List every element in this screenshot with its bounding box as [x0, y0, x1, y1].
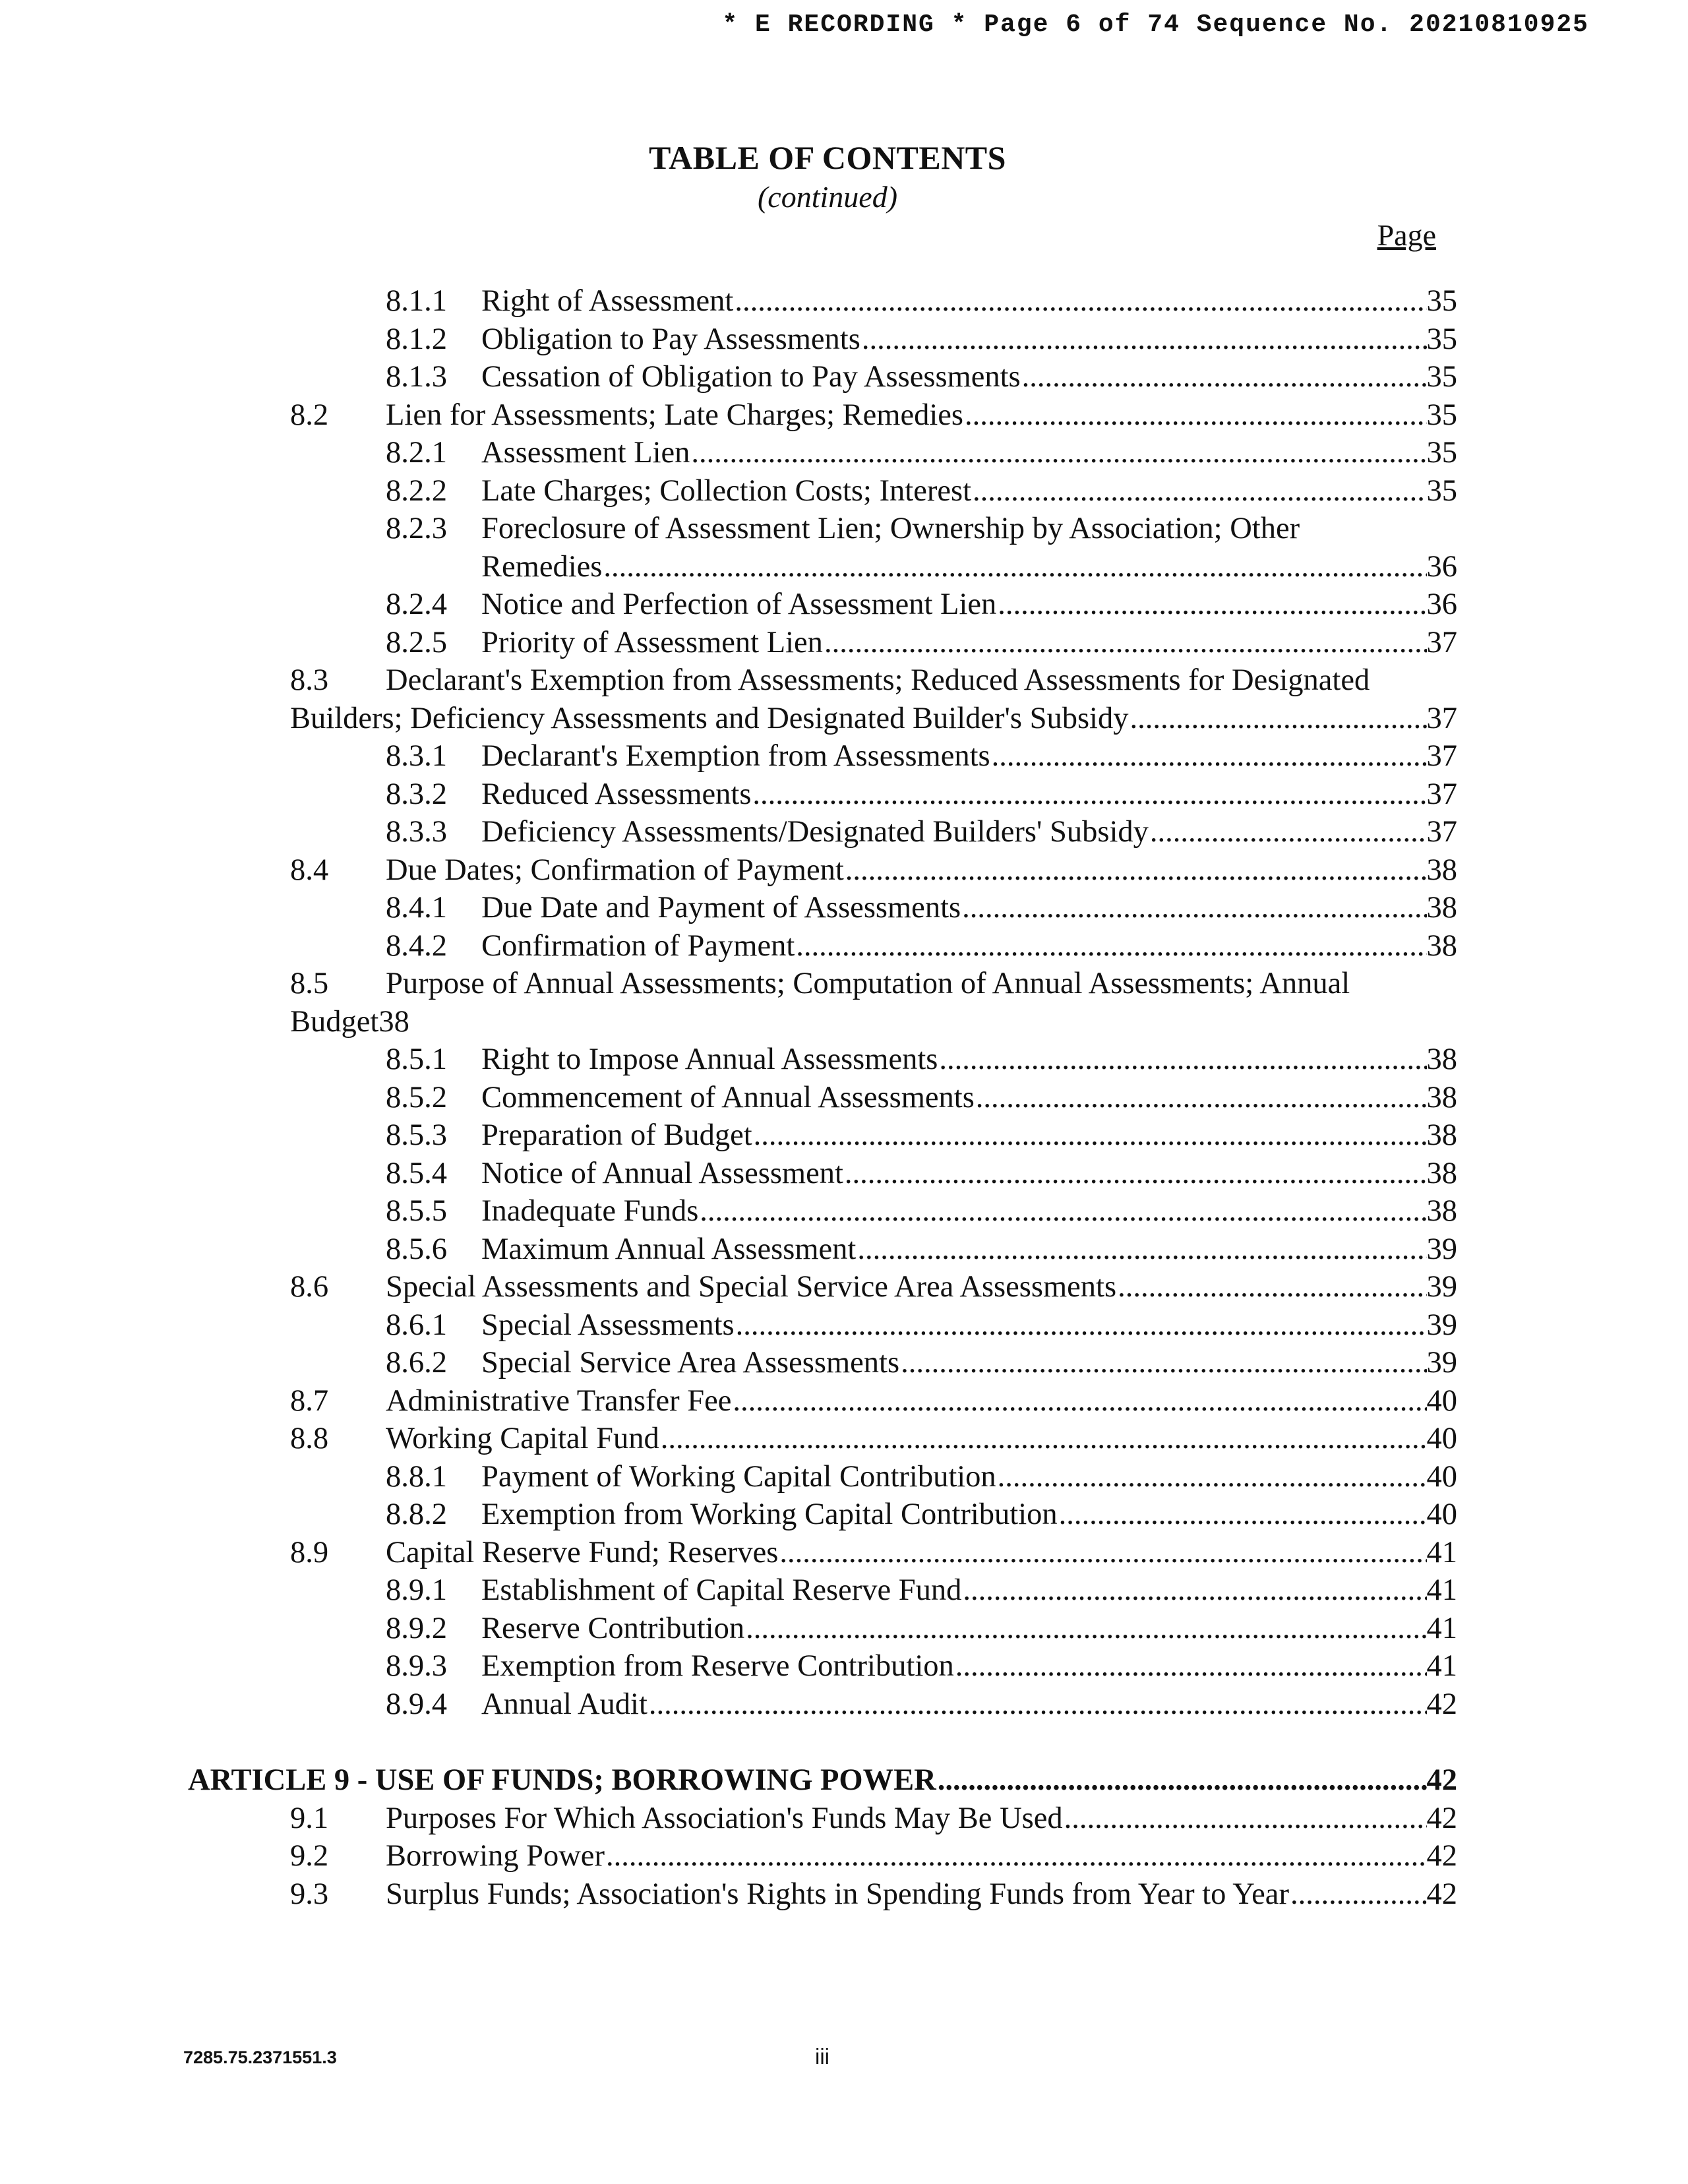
toc-entry-8-9-2: [290, 1610, 1457, 1648]
toc-entry-page: 41: [1426, 1573, 1457, 1607]
toc-entry-number: 8.7: [290, 1383, 329, 1418]
toc-entry-8-5-1: [290, 1041, 1457, 1079]
toc-entry-title: Right to Impose Annual Assessments: [481, 1043, 938, 1076]
toc-entry-title: Payment of Working Capital Contribution: [481, 1459, 996, 1494]
toc-entry-number: 8.3.2: [386, 777, 447, 811]
toc-entry-8-1-1: [290, 282, 1457, 320]
toc-entry-page: 39: [1426, 1308, 1457, 1342]
toc-entry-page: 39: [1426, 1270, 1457, 1304]
toc-entry-8-2-4: [290, 586, 1457, 624]
toc-entry-number: 8.3.1: [386, 739, 447, 773]
dot-leader: [938, 1041, 1426, 1079]
toc-entry-title: Assessment Lien: [481, 436, 690, 470]
page-number: iii: [815, 2044, 829, 2069]
toc-entry-title: Administrative Transfer Fee: [386, 1383, 732, 1418]
dot-leader: [860, 320, 1427, 359]
recording-header: * E RECORDING * Page 6 of 74 Sequence No. 20210810925: [722, 11, 1589, 39]
article-title: ARTICLE 9 - USE OF FUNDS; BORROWING POWER: [188, 1763, 936, 1797]
toc-entry-number: 8.5.6: [386, 1232, 447, 1266]
toc-entry-8-6-1: [290, 1306, 1457, 1345]
toc-entry-9-1: [290, 1800, 1457, 1838]
article-page: 42: [1426, 1763, 1457, 1797]
toc-entry-page: 37: [1426, 777, 1457, 811]
toc-entry-8-5-continued: [290, 1003, 1457, 1041]
toc-entry-title: Due Dates; Confirmation of Payment: [386, 853, 844, 887]
dot-leader: [648, 1685, 1427, 1724]
toc-entry-number: 8.9.1: [386, 1573, 447, 1607]
toc-entry-8-9: [290, 1534, 1457, 1572]
toc-entry-title: Foreclosure of Assessment Lien; Ownership by Association; Other: [481, 512, 1300, 545]
toc-entry-8-5-3: [290, 1116, 1457, 1155]
toc-entry-8-8-2: [290, 1496, 1457, 1534]
toc-entry-title: Reduced Assessments: [481, 777, 752, 811]
toc-entry-number: 9.1: [290, 1801, 329, 1835]
dot-leader: [744, 1610, 1426, 1648]
toc-entry-8-2-2: [290, 472, 1457, 510]
toc-entry-number: 9.3: [290, 1877, 329, 1911]
toc-entry-page: 41: [1426, 1649, 1457, 1683]
dot-leader: [1063, 1800, 1427, 1838]
dot-leader: [963, 396, 1426, 435]
toc-entry-8-1-3: [290, 358, 1457, 396]
toc-entry-page: 40: [1426, 1459, 1457, 1494]
toc-entry-number: 8.2.5: [386, 625, 447, 659]
toc-entry-title: Commencement of Annual Assessments: [481, 1080, 975, 1114]
toc-entry-8-3-3: [290, 813, 1457, 851]
toc-entry-title: Late Charges; Collection Costs; Interest: [481, 473, 972, 508]
dot-leader: [602, 548, 1426, 586]
toc-entry-title: Declarant's Exemption from Assessments; Reduced Assessments for Designated: [386, 663, 1370, 697]
toc-entry-page: 35: [1426, 398, 1457, 432]
toc-entry-page: 38: [1426, 1156, 1457, 1190]
toc-entry-number: 8.5.4: [386, 1156, 447, 1190]
toc-entry-title: Deficiency Assessments/Designated Builders' Subsidy: [481, 815, 1149, 849]
toc-entry-title: Special Service Area Assessments: [481, 1346, 900, 1380]
dot-leader: [823, 624, 1427, 662]
toc-entry-title: Preparation of Budget: [481, 1118, 752, 1152]
toc-entry-number: 8.2.1: [386, 436, 447, 470]
toc-entry-8-5-4: [290, 1155, 1457, 1193]
toc-entry-8-6-2: [290, 1344, 1457, 1382]
toc-entry-8-6: [290, 1268, 1457, 1306]
toc-entry-title: Surplus Funds; Association's Rights in Spending Funds from Year to Year: [386, 1877, 1289, 1911]
toc-entry-number: 9.2: [290, 1839, 329, 1873]
toc-entry-8-9-1: [290, 1571, 1457, 1610]
toc-entry-title: Establishment of Capital Reserve Fund: [481, 1573, 962, 1607]
toc-entry-number: 8.6.2: [386, 1346, 447, 1380]
toc-entry-page: 38: [1426, 1194, 1457, 1228]
toc-entry-number: 8.1.2: [386, 322, 447, 356]
toc-entry-8-9-3: [290, 1647, 1457, 1685]
toc-entry-title-continued: Remedies: [481, 549, 603, 584]
dot-leader: [990, 737, 1427, 775]
toc-entry-title: Special Assessments: [481, 1308, 735, 1342]
dot-leader: [1149, 813, 1427, 851]
toc-entry-number: 8.3.3: [386, 815, 447, 849]
toc-entry-number: 8.6: [290, 1270, 329, 1304]
toc-entry-title: Confirmation of Payment: [481, 928, 795, 963]
dot-leader: [1128, 700, 1426, 738]
toc-entry-8-4-2: [290, 927, 1457, 965]
document-id: 7285.75.2371551.3: [183, 2048, 337, 2067]
dot-leader: [971, 472, 1426, 510]
toc-entry-number: 8.2.3: [386, 512, 447, 545]
toc-entry-title: Lien for Assessments; Late Charges; Remedies: [386, 398, 964, 432]
dot-leader: [698, 1192, 1426, 1230]
toc-entry-page: 42: [1426, 1801, 1457, 1835]
toc-entry-number: 8.5.1: [386, 1043, 447, 1076]
toc-entry-page: 38: [1426, 1118, 1457, 1152]
toc-entry-9-3: [290, 1875, 1457, 1914]
toc-entry-number: 8.5.3: [386, 1118, 447, 1152]
toc-entry-title: Exemption from Reserve Contribution: [481, 1649, 954, 1683]
toc-entry-number: 8.9: [290, 1535, 329, 1569]
toc-entry-8-8-1: [290, 1458, 1457, 1496]
toc-entry-page: 35: [1426, 284, 1457, 318]
toc-entry-title: Notice and Perfection of Assessment Lien: [481, 588, 997, 621]
dot-leader: [1116, 1268, 1426, 1306]
toc-entry-8-3-2: [290, 775, 1457, 814]
toc-entry-page: 42: [1426, 1839, 1457, 1873]
dot-leader: [844, 851, 1427, 890]
dot-leader: [751, 775, 1426, 814]
dot-leader: [843, 1155, 1427, 1193]
toc-entry-page: 39: [1426, 1346, 1457, 1380]
dot-leader: [1021, 358, 1427, 396]
toc-entry-title-continued: Budget: [290, 1004, 379, 1039]
toc-entry-page: 40: [1426, 1383, 1457, 1418]
toc-entry-8-5-2: [290, 1079, 1457, 1117]
toc-entry-page: 36: [1426, 549, 1457, 584]
toc-entry-title: Special Assessments and Special Service Area Assessments: [386, 1270, 1117, 1304]
dot-leader: [605, 1837, 1427, 1875]
toc-entry-page: 39: [1426, 1232, 1457, 1266]
toc-entry-number: 8.1.3: [386, 360, 447, 394]
toc-entry-number: 8.8: [290, 1422, 329, 1455]
dot-leader: [961, 889, 1426, 927]
dot-leader: [975, 1079, 1427, 1117]
toc-entry-8-4-1: [290, 889, 1457, 927]
page-column-label: Page: [1377, 218, 1436, 252]
dot-leader: [961, 1571, 1426, 1610]
dot-leader: [996, 586, 1426, 624]
toc-entry-page: 40: [1426, 1498, 1457, 1531]
toc-entry-number: 8.4.2: [386, 928, 447, 963]
dot-leader: [1058, 1496, 1427, 1534]
dot-leader: [731, 1382, 1426, 1420]
dot-leader: [1289, 1875, 1427, 1914]
dot-leader: [690, 434, 1426, 472]
dot-leader: [733, 282, 1426, 320]
toc-entry-page: 41: [1426, 1611, 1457, 1645]
table-of-contents: [188, 282, 1457, 1913]
toc-entry-number: 8.2.4: [386, 588, 447, 621]
toc-entry-page: 38: [1426, 1080, 1457, 1114]
toc-entry-title: Capital Reserve Fund; Reserves: [386, 1535, 779, 1569]
toc-entry-8-3-continued: [290, 700, 1457, 738]
toc-entry-page: 38: [1426, 891, 1457, 925]
toc-entry-page: 37: [1426, 815, 1457, 849]
toc-entry-title: Purpose of Annual Assessments; Computation of Annual Assessments; Annual: [386, 967, 1350, 1000]
toc-entry-8-2-3-continued: [290, 548, 1457, 586]
toc-entry-number: 8.5: [290, 967, 329, 1000]
toc-entry-number: 8.2: [290, 398, 329, 432]
toc-entry-title: Working Capital Fund: [386, 1422, 659, 1455]
toc-entry-8-8: [290, 1420, 1457, 1458]
toc-entry-page: 42: [1426, 1687, 1457, 1721]
toc-entry-page: 37: [1426, 625, 1457, 659]
dot-leader: [752, 1116, 1427, 1155]
dot-leader: [996, 1458, 1427, 1496]
toc-entry-number: 8.8.2: [386, 1498, 447, 1531]
toc-entry-title: Priority of Assessment Lien: [481, 625, 823, 659]
dot-leader: [899, 1344, 1426, 1382]
toc-entry-page: 38: [1426, 853, 1457, 887]
toc-entry-page: 41: [1426, 1535, 1457, 1569]
toc-entry-title: Declarant's Exemption from Assessments: [481, 739, 990, 773]
toc-entry-title-continued: Builders; Deficiency Assessments and Designated Builder's Subsidy: [290, 701, 1129, 735]
toc-entry-8-5: [290, 965, 1457, 1003]
toc-entry-number: 8.4.1: [386, 891, 447, 925]
toc-entry-page: 38: [1426, 1043, 1457, 1076]
toc-entry-page: 35: [1426, 473, 1457, 508]
toc-title: TABLE OF CONTENTS: [649, 139, 1006, 176]
toc-entry-page: 35: [1426, 322, 1457, 356]
section-spacer: [290, 1723, 1457, 1761]
toc-entry-title: Cessation of Obligation to Pay Assessments: [481, 360, 1021, 394]
dot-leader: [659, 1420, 1427, 1458]
toc-entry-8-2-5: [290, 624, 1457, 662]
toc-entry-title: Notice of Annual Assessment: [481, 1156, 843, 1190]
toc-entry-8-9-4: [290, 1685, 1457, 1724]
toc-entry-8-5-6: [290, 1230, 1457, 1269]
toc-entry-number: 8.6.1: [386, 1308, 447, 1342]
toc-entry-9-2: [290, 1837, 1457, 1875]
toc-entry-page: 38: [378, 1004, 409, 1039]
toc-entry-number: 8.4: [290, 853, 329, 887]
toc-entry-number: 8.9.3: [386, 1649, 447, 1683]
toc-entry-8-4: [290, 851, 1457, 890]
dot-leader: [735, 1306, 1427, 1345]
toc-entry-page: 40: [1426, 1422, 1457, 1455]
toc-article-9: [188, 1761, 1457, 1800]
toc-entry-number: 8.1.1: [386, 284, 447, 318]
toc-entry-title: Purposes For Which Association's Funds May Be Used: [386, 1801, 1063, 1835]
toc-entry-title: Annual Audit: [481, 1687, 648, 1721]
dot-leader: [936, 1761, 1427, 1800]
toc-entry-page: 35: [1426, 360, 1457, 394]
toc-entry-title: Reserve Contribution: [481, 1611, 745, 1645]
toc-entry-8-2: [290, 396, 1457, 435]
toc-entry-title: Due Date and Payment of Assessments: [481, 891, 961, 925]
toc-entry-number: 8.2.2: [386, 473, 447, 508]
toc-entry-page: 36: [1426, 588, 1457, 621]
toc-entry-8-3-1: [290, 737, 1457, 775]
toc-entry-title: Inadequate Funds: [481, 1194, 699, 1228]
toc-subtitle: (continued): [757, 180, 898, 214]
toc-entry-8-7: [290, 1382, 1457, 1420]
toc-entry-8-1-2: [290, 320, 1457, 359]
toc-entry-title: Obligation to Pay Assessments: [481, 322, 860, 356]
dot-leader: [856, 1230, 1426, 1269]
toc-entry-8-5-5: [290, 1192, 1457, 1230]
toc-entry-title: Exemption from Working Capital Contribution: [481, 1498, 1058, 1531]
toc-entry-number: 8.5.2: [386, 1080, 447, 1114]
toc-entry-page: 35: [1426, 436, 1457, 470]
toc-entry-number: 8.8.1: [386, 1459, 447, 1494]
dot-leader: [795, 927, 1426, 965]
dot-leader: [954, 1647, 1427, 1685]
toc-entry-page: 42: [1426, 1877, 1457, 1911]
toc-entry-page: 38: [1426, 928, 1457, 963]
toc-entry-8-2-3: [290, 510, 1457, 548]
toc-entry-number: 8.9.4: [386, 1687, 447, 1721]
toc-entry-8-3: [290, 661, 1457, 700]
toc-entry-8-2-1: [290, 434, 1457, 472]
toc-entry-title: Borrowing Power: [386, 1839, 605, 1873]
toc-entry-number: 8.5.5: [386, 1194, 447, 1228]
toc-entry-number: 8.3: [290, 663, 329, 697]
toc-entry-page: 37: [1426, 701, 1457, 735]
toc-entry-title: Right of Assessment: [481, 284, 734, 318]
toc-entry-number: 8.9.2: [386, 1611, 447, 1645]
toc-entry-page: 37: [1426, 739, 1457, 773]
dot-leader: [778, 1534, 1426, 1572]
toc-entry-title: Maximum Annual Assessment: [481, 1232, 857, 1266]
